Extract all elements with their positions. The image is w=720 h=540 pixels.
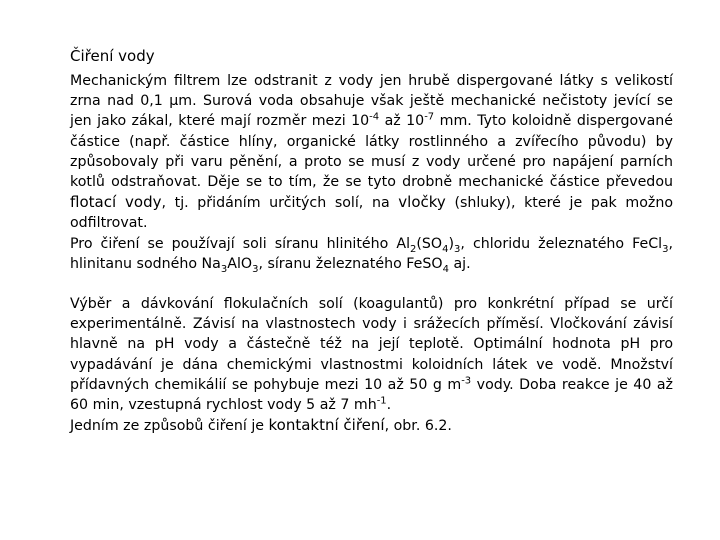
p2-text-5: , hlinitanu sodného Na xyxy=(70,235,673,272)
p2-text-4: , chloridu železnatého FeCl xyxy=(460,235,663,252)
term-flotation: flotací vody xyxy=(70,193,162,212)
term-contact-clarification: kontaktní čiření xyxy=(268,416,385,435)
term-flocs: vločky xyxy=(398,193,446,212)
paragraph-gap xyxy=(70,274,673,294)
p3-text-3: . xyxy=(386,397,392,414)
page-title: Čiření vody xyxy=(70,47,155,65)
p1-exponent-2: -7 xyxy=(424,111,435,123)
paragraph-coagulant-salts xyxy=(70,234,673,274)
p1-text-4: , tj. přidáním určitých solí, na xyxy=(161,195,399,212)
p2-sub-5: 3 xyxy=(220,263,228,275)
p2-text-7: , síranu železnatého FeSO xyxy=(258,255,443,272)
p4-text-2: , obr. 6.2. xyxy=(384,418,452,435)
paragraph-contact-clarification xyxy=(70,415,673,436)
p2-text-1: Pro čiření se používají soli síranu hlinitého Al xyxy=(70,235,411,252)
p3-text-1: Výběr a dávkování flokulačních solí (koagulantů) pro konkrétní případ se určí experimentálně. Závisí na vlastnostech vody i srážecích příměsí. Vločkování závisí hlavně na pH vody a částečně též na její teplotě. Optimální hodnota pH pro vypadávání je dána chemickými vlastnostmi koloidních látek ve vodě. Množství přídavných chemikálií se pohybuje mezi 10 až 50 g m xyxy=(70,296,673,393)
paragraph-mechanical-filtration xyxy=(70,71,673,234)
p2-sub-3: 3 xyxy=(454,243,461,255)
p3-exponent-2: -1 xyxy=(376,395,387,407)
p2-text-2: (SO xyxy=(416,235,443,252)
p1-text-1: Mechanickým filtrem lze odstranit z vody jen hrubě dispergované látky s velikostí zrna nad 0,1 μm. Surová voda obsahuje však ještě mechanické nečistoty jevící se jen jako zákal, které mají rozměr mezi 10 xyxy=(70,73,673,130)
p2-sub-2: 4 xyxy=(442,243,449,255)
p2-sub-1: 2 xyxy=(410,243,417,255)
p1-text-2: až 10 xyxy=(379,113,425,130)
slide-content xyxy=(70,46,673,436)
p2-text-3: ) xyxy=(448,235,455,252)
p2-text-8: aj. xyxy=(448,255,471,272)
p3-exponent-1: -3 xyxy=(461,375,472,387)
paragraph-dosing xyxy=(70,294,673,415)
p1-text-5: (shluky), které je pak možno odfiltrovat. xyxy=(70,195,674,232)
p2-sub-7: 4 xyxy=(442,263,449,275)
p1-exponent-1: -4 xyxy=(369,111,380,123)
p4-text-1: Jedním ze způsobů čiření je xyxy=(70,418,269,435)
p3-text-2: vody. Doba reakce je 40 až 60 min, vzestupná rychlost vody 5 až 7 mh xyxy=(70,376,673,414)
p1-text-3: mm. Tyto koloidně dispergované částice (např. částice hlíny, organické látky rostlinného a zvířecího původu) by způsobovaly při varu pěnění, a proto se musí z vody určené pro napájení parních kotlů odstraňovat. Děje se to tím, že se tyto drobně mechanické částice převedou xyxy=(70,113,673,191)
p2-text-6: AlO xyxy=(227,255,253,272)
p2-sub-4: 3 xyxy=(662,243,669,255)
p2-sub-6: 3 xyxy=(252,263,259,275)
